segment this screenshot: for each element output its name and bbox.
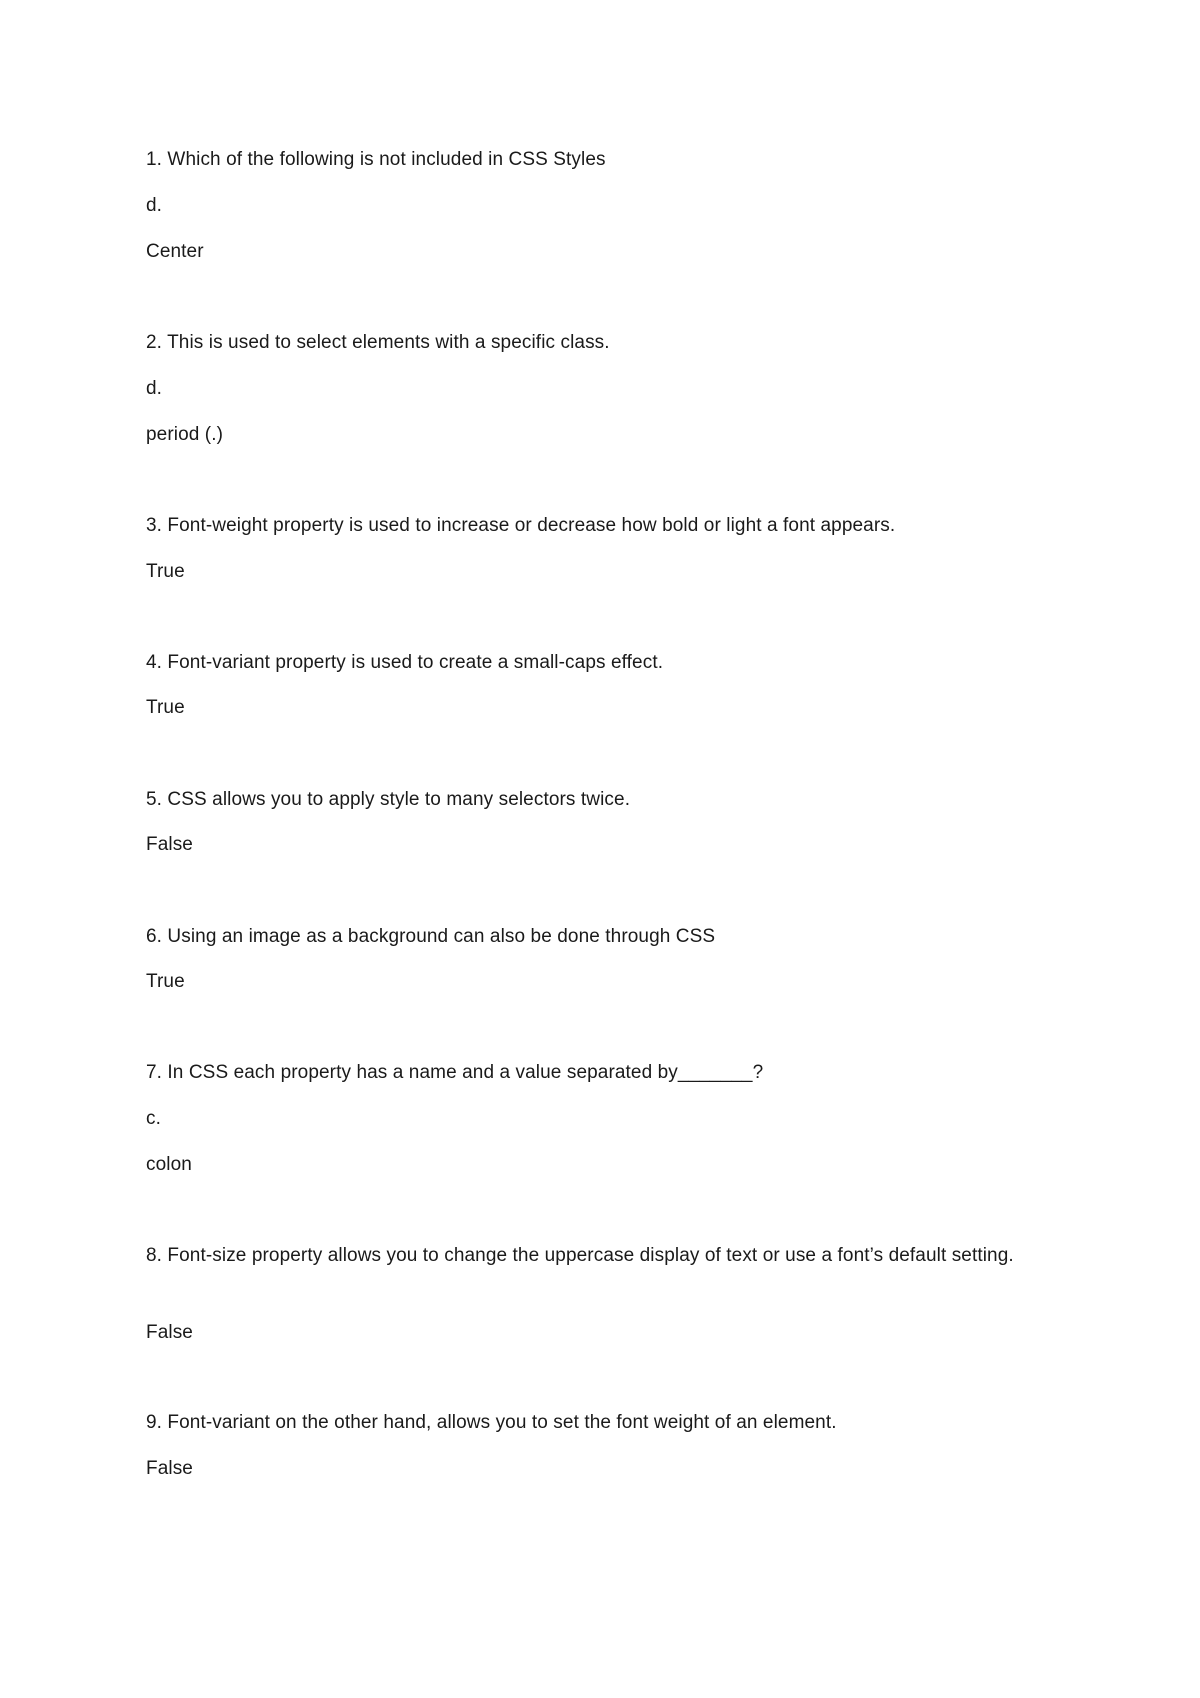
question-1-answer: Center [146,241,204,262]
question-6-answer: True [146,971,185,992]
question-2-text: 2. This is used to select elements with a specific class. [146,332,610,353]
question-2-choice-letter: d. [146,378,163,399]
question-7-choice-letter: c. [146,1108,161,1129]
question-7-answer: colon [146,1154,192,1175]
question-1-text: 1. Which of the following is not included in CSS Styles [146,149,606,170]
question-9-answer: False [146,1458,193,1479]
question-5-text: 5. CSS allows you to apply style to many selectors twice. [146,789,631,810]
question-2-answer: period (.) [146,424,224,445]
question-8-answer: False [146,1322,193,1343]
question-3-text: 3. Font-weight property is used to increase or decrease how bold or light a font appears. [146,515,896,536]
question-3-answer: True [146,561,185,582]
question-5-answer: False [146,834,193,855]
question-6-text: 6. Using an image as a background can also be done through CSS [146,926,716,947]
question-4-answer: True [146,697,185,718]
question-8-text: 8. Font-size property allows you to change the uppercase display of text or use a font’s default setting. [146,1245,1014,1266]
question-7-text: 7. In CSS each property has a name and a value separated by_______? [146,1062,764,1083]
question-4-text: 4. Font-variant property is used to create a small-caps effect. [146,652,664,673]
question-9-text: 9. Font-variant on the other hand, allows you to set the font weight of an element. [146,1412,837,1433]
question-1-choice-letter: d. [146,195,163,216]
